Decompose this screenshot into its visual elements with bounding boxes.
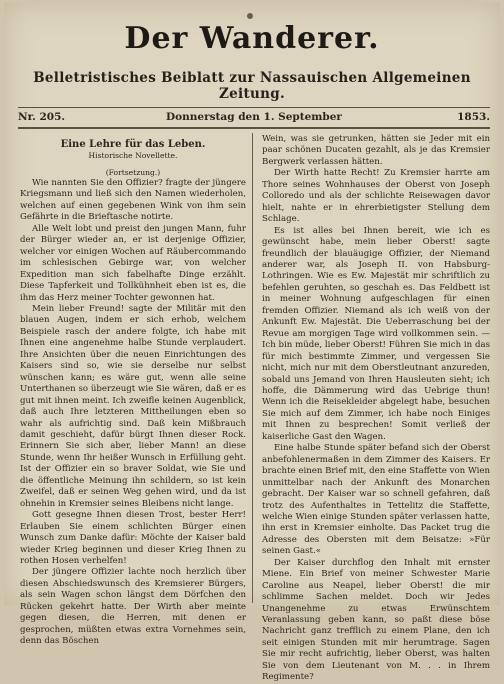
- paragraph: Eine halbe Stunde später befand sich der Oberst anbefohlenermaßen in dem Zimmer des Kaisers. Er brachte einen Brief mit, den eine Staffette von Wien unmittelbar nach der Ankunft des Monarchen gebracht. Der Kaiser war so schnell gefahren, daß trotz des Aufenthaltes in Tettelitz die Staffette, welche Wien einige Stunden später verlassen hatte, ihn erst in Kremsier einholte. Das Packet trug die Adresse des Obersten mit dem Beisatze: »Für seinen Gast.«: [262, 443, 490, 557]
- paragraph: Der Wirth hatte Recht! Zu Kremsier harrte am Thore seines Wohnhauses der Oberst von Joseph Colloredo und als der schlichte Reisewagen davor hielt, nahte er in ehrerbietigster Stellung dem Schlage.: [262, 168, 490, 225]
- paragraph: Mein lieber Freund! sagte der Militär mit den blauen Augen, indem er sich erhob, welchem Beispiele rasch der andere folgte, ich habe mit Ihnen eine angenehme halbe Stunde verplaudert. Ihre Ansichten über die neuen Einrichtungen des Kaisers sind so, wie sie derselbe nur selbst wünschen kann; es wäre gut, wenn alle seine Unterthanen so überzeugt wie Sie wären, daß er es gut mit ihnen meint. Ich zweifle keinen Augenblick, daß auch Ihre letzteren Mittheilungen eben so wahr als aufrichtig sind. Daß kein Mißbrauch damit geschieht, dafür bürgt Ihnen dieser Rock. Erinnern Sie sich aber, lieber Mann! an diese Stunde, wenn Ihr heißer Wunsch in Erfüllung geht. Ist der Offizier ein so braver Soldat, wie Sie und die öffentliche Meinung ihn schildern, so ist kein Zweifel, daß er seinen Weg gehen wird, und da ist ohnehin in Kremsier seines Bleibens nicht lange.: [20, 303, 246, 509]
- issue-line: [18, 111, 490, 125]
- top-rule: [18, 107, 490, 108]
- paragraph: Gott gesegne Ihnen diesen Trost, bester Herr! Erlauben Sie einem schlichten Bürger einen Wunsch zum Danke dafür: Möchte der Kaiser bald wieder Krieg beginnen und dieser Krieg Ihnen zu rothen Hosen verhelfen!: [20, 510, 246, 566]
- masthead-title: Der Wanderer.: [124, 21, 380, 56]
- issue-year: 1853.: [457, 111, 490, 123]
- masthead-subtitle: Belletristisches Beiblatt zur Nassauischen Allgemeinen Zeitung.: [33, 70, 471, 102]
- article-genre: Historische Novellette.: [88, 151, 178, 160]
- paragraph: Es ist alles bei Ihnen bereit, wie ich es gewünscht habe, mein lieber Oberst! sagte freundlich der blauäugige Offizier, der Niemand anderer war, als Joseph II. von Habsburg-Lothringen. Wie es Ew. Majestät mir schriftlich zu befehlen geruhten, so geschah es. Das Feldbett ist in meiner Wohnung aufgeschlagen für einen fremden Offizier. Niemand als ich weiß von der Ankunft Ew. Majestät. Die Ueberraschung bei der Revue am morgigen Tage wird vollkommen sein. — Ich bin müde, lieber Oberst! Führen Sie mich in das für mich bestimmte Zimmer, und vergessen Sie nicht, mich nur mit dem Oberstleutnant anzureden, sobald uns Jemand von Ihren Hausleuten sieht; ich hoffe, die Dämmerung wird das Uebrige thun! Wenn ich die Reisekleider abgelegt habe, besuchen Sie mich auf dem Zimmer, ich habe noch Einiges mit Ihnen zu besprechen! Somit verließ der kaiserliche Gast den Wagen.: [262, 225, 490, 442]
- paragraph: Wie nannten Sie den Offizier? fragte der jüngere Kriegsmann und ließ sich den Namen wiederholen, welchen auf einen gegebenen Wink von ihm sein Gefährte in die Brieftasche notirte.: [20, 178, 246, 223]
- paragraph: Wein, was sie getrunken, hätten sie Jeder mit ein paar schönen Ducaten gezahlt, als je das Kremsier Bergwerk verlassen hätten.: [262, 134, 490, 167]
- issue-date: Donnerstag den 1. September: [166, 111, 342, 123]
- column-separator: [252, 133, 253, 603]
- paragraph: Der jüngere Offizier lachte noch herzlich über diesen Abschiedswunsch des Kremsierer Bürgers, als sein Wagen schon längst dem Dörfchen den Rücken gekehrt hatte. Der Wirth aber meinte gegen diesen, die Herren, mit denen er gesprochen, müßten etwas extra Vornehmes sein, denn das Böschen: [20, 567, 246, 647]
- issue-number: Nr. 205.: [18, 111, 66, 123]
- newspaper-page: [4, 3, 500, 683]
- left-column: [20, 139, 246, 648]
- paragraph: Der Kaiser durchflog den Inhalt mit ernster Miene. Ein Brief von meiner Schwester Marie Caroline aus Neapel, lieber Oberst! die mir schlimme Sachen meldet. Doch wir Jedes Unangenehme zu etwas Erwünschtem Veranlassung geben kann, so paßt diese böse Nachricht ganz trefflich zu einem Plane, den ich seit einigen Stunden mit mir herumtrage. Sagen Sie mir recht aufrichtig, lieber Oberst, was halten Sie von dem Lieutenant von M. . . in Ihrem Regimente?: [262, 557, 490, 683]
- article-title: Eine Lehre für das Leben.: [60, 139, 206, 150]
- right-column: [262, 134, 490, 684]
- masthead-ornament: [247, 13, 253, 19]
- continuation-note: (Fortsetzung.): [105, 168, 161, 177]
- bottom-rule: [18, 127, 490, 129]
- paragraph: Alle Welt lobt und preist den jungen Mann, fuhr der Bürger wieder an, er ist derjenige Offizier, welcher vor einigen Wochen auf Räubercommando im schlesischen Gebirge war, von welcher Expedition man sich fabelhafte Dinge erzählt. Diese Tapferkeit und Tollkühnheit eben ist es, die ihm das Herz meiner Tochter gewonnen hat.: [20, 223, 246, 303]
